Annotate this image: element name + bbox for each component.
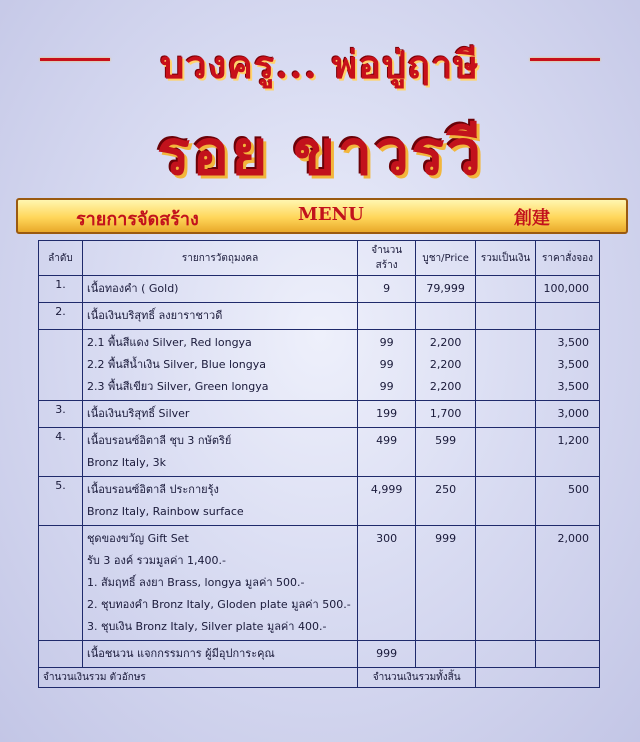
row-item — [82, 641, 357, 668]
row-price-line — [420, 643, 471, 665]
row-price-line: 250 — [435, 483, 457, 496]
row-price-line: 599 — [435, 434, 457, 447]
row-total — [476, 303, 536, 330]
row-item-line: 2.2 พื้นสีน้ำเงิน Silver, Blue longya — [86, 358, 266, 371]
row-price-line: 2,200 — [429, 380, 462, 393]
row-item-line: เนื้อบรอนซ์อิตาลี ประกายรุ้ง — [86, 483, 219, 496]
row-total — [476, 526, 536, 641]
row-preorder-line: 3,500 — [557, 380, 589, 393]
row-preorder-line: 3,500 — [557, 358, 589, 371]
row-item-line: 2.1 พื้นสีแดง Silver, Red longya — [86, 336, 252, 349]
row-item-line: Bronz Italy, 3k — [86, 456, 166, 469]
row-total — [476, 428, 536, 477]
row-preorder — [535, 401, 599, 428]
row-qty-line: 199 — [376, 407, 398, 420]
row-price — [416, 477, 476, 526]
row-total — [476, 330, 536, 401]
row-price — [416, 428, 476, 477]
row-item — [82, 276, 357, 303]
table-header-row — [39, 241, 600, 276]
row-preorder — [535, 428, 599, 477]
row-price-line: 2,200 — [429, 336, 462, 349]
right-ornament — [530, 58, 600, 61]
row-item — [82, 428, 357, 477]
row-qty-line: 99 — [379, 336, 394, 349]
row-preorder — [535, 526, 599, 641]
row-preorder-line — [540, 305, 589, 327]
row-item — [82, 477, 357, 526]
row-qty-line: 999 — [376, 647, 398, 660]
row-number: 3. — [39, 401, 83, 428]
row-item-line: เนื้อทองคำ ( Gold) — [86, 282, 179, 295]
footer-left-label: จำนวนเงินรวม ตัวอักษร — [39, 668, 358, 688]
table-row — [39, 401, 600, 428]
row-price — [416, 303, 476, 330]
row-total — [476, 276, 536, 303]
row-total — [476, 477, 536, 526]
row-qty — [358, 428, 416, 477]
row-qty-line: 9 — [383, 282, 391, 295]
row-number: 4. — [39, 428, 83, 477]
row-preorder — [535, 641, 599, 668]
row-item-line: 3. ชุบเงิน Bronz Italy, Silver plate มูลค่า 400.- — [86, 620, 327, 633]
menu-banner — [16, 198, 628, 234]
row-item — [82, 401, 357, 428]
row-price-line — [420, 305, 471, 327]
table-row — [39, 276, 600, 303]
row-price — [416, 276, 476, 303]
col-header-preorder: ราคาสั่งจอง — [535, 241, 599, 276]
footer-total-label: จำนวนเงินรวมทั้งสิ้น — [358, 668, 476, 688]
row-qty — [358, 303, 416, 330]
menu-table — [38, 240, 600, 688]
row-qty-line: 4,999 — [370, 483, 403, 496]
row-number — [39, 641, 83, 668]
row-preorder-line: 3,500 — [557, 336, 589, 349]
row-item — [82, 303, 357, 330]
col-header-qty: จำนวนสร้าง — [358, 241, 416, 276]
header-title-main: รอย ขาวรวี — [156, 116, 484, 189]
row-price — [416, 526, 476, 641]
row-preorder-line: 500 — [568, 483, 589, 496]
col-header-total: รวมเป็นเงิน — [476, 241, 536, 276]
table-row — [39, 477, 600, 526]
table-row — [39, 303, 600, 330]
row-qty-line: 99 — [379, 380, 394, 393]
row-number: 2. — [39, 303, 83, 330]
row-number: 5. — [39, 477, 83, 526]
row-item-line: เนื้อเงินบริสุทธิ์ Silver — [86, 407, 190, 420]
row-item-line: เนื้อบรอนซ์อิตาลี ชุบ 3 กษัตริย์ — [86, 434, 232, 447]
banner-left: รายการจัดสร้าง — [76, 209, 199, 230]
col-header-no: ลำดับ — [39, 241, 83, 276]
row-number: 1. — [39, 276, 83, 303]
row-price-line: 1,700 — [429, 407, 462, 420]
row-item — [82, 526, 357, 641]
row-preorder — [535, 303, 599, 330]
banner-center: MENU — [298, 204, 364, 225]
header-title-top: บวงครู... พ่อปู่ฤาษี — [160, 42, 480, 87]
col-header-price: บูชา/Price — [416, 241, 476, 276]
row-item-line: เนื้อเงินบริสุทธิ์ ลงยาราชาวดี — [86, 309, 223, 322]
row-price-line: 999 — [435, 532, 457, 545]
row-item-line: เนื้อชนวน แจกกรรมการ ผู้มีอุปการะคุณ — [86, 647, 275, 660]
row-item-line: 1. สัมฤทธิ์ ลงยา Brass, longya มูลค่า 500.- — [86, 576, 305, 589]
row-preorder-line: 100,000 — [543, 282, 589, 295]
row-preorder — [535, 477, 599, 526]
row-qty — [358, 641, 416, 668]
row-item-line: 2. ชุบทองคำ Bronz Italy, Gloden plate มูลค่า 500.- — [86, 598, 351, 611]
row-total — [476, 401, 536, 428]
footer-total-value — [476, 668, 600, 688]
row-qty — [358, 276, 416, 303]
row-preorder-line — [540, 643, 589, 665]
table-row — [39, 641, 600, 668]
left-ornament — [40, 58, 110, 61]
row-price — [416, 401, 476, 428]
row-qty-line: 99 — [379, 358, 394, 371]
row-preorder — [535, 330, 599, 401]
row-price-line: 79,999 — [426, 282, 465, 295]
row-item-line: Bronz Italy, Rainbow surface — [86, 505, 244, 518]
row-qty-line — [362, 305, 411, 327]
row-number — [39, 526, 83, 641]
row-qty-line: 499 — [376, 434, 398, 447]
row-price — [416, 641, 476, 668]
row-qty — [358, 477, 416, 526]
table-row — [39, 428, 600, 477]
row-item-line: 2.3 พื้นสีเขียว Silver, Green longya — [86, 380, 269, 393]
row-qty — [358, 401, 416, 428]
row-qty — [358, 330, 416, 401]
row-total — [476, 641, 536, 668]
row-number — [39, 330, 83, 401]
row-price-line: 2,200 — [429, 358, 462, 371]
row-preorder — [535, 276, 599, 303]
row-preorder-line: 2,000 — [557, 532, 589, 545]
row-price — [416, 330, 476, 401]
row-preorder-line: 1,200 — [557, 434, 589, 447]
table-row — [39, 330, 600, 401]
row-qty-line: 300 — [376, 532, 398, 545]
row-item-line: รับ 3 องค์ รวมมูลค่า 1,400.- — [86, 554, 226, 567]
table-row — [39, 526, 600, 641]
row-item-line: ชุดของขวัญ Gift Set — [86, 532, 189, 545]
table-footer-row — [39, 668, 600, 688]
row-qty — [358, 526, 416, 641]
banner-right: 創建 — [514, 208, 550, 229]
row-item — [82, 330, 357, 401]
row-preorder-line: 3,000 — [557, 407, 589, 420]
col-header-item: รายการวัตถุมงคล — [82, 241, 357, 276]
